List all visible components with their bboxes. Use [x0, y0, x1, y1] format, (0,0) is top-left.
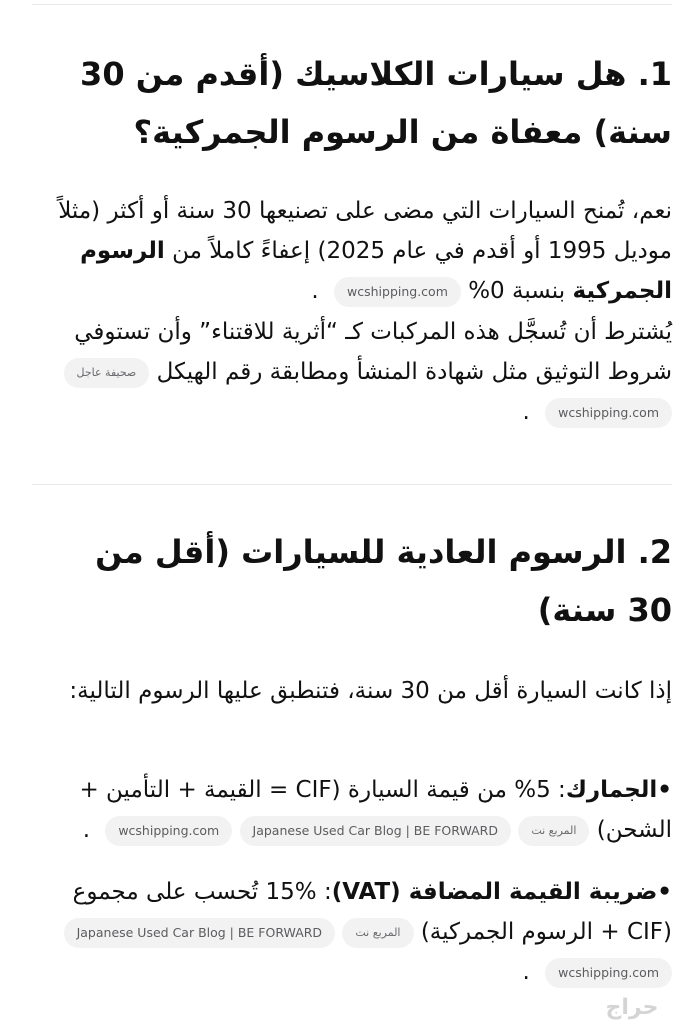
- bullet-label: ضريبة القيمة المضافة (VAT): [331, 879, 658, 905]
- section-divider: [32, 484, 672, 485]
- bullet-dot: •: [657, 879, 672, 905]
- sentence-period: .: [311, 278, 319, 304]
- bullet-item-customs: [36, 770, 672, 850]
- haraj-watermark-logo: [572, 990, 692, 1024]
- bullet-dot: •: [657, 777, 672, 803]
- bullet-text: : 5% من قيمة السيارة (CIF = القيمة + التأمين + الشحن): [79, 777, 672, 843]
- section-1-p1-tail: بنسبة 0%: [468, 278, 573, 304]
- sentence-period: .: [522, 399, 530, 425]
- section-2-intro: إذا كانت السيارة أقل من 30 سنة، فتنطبق عليها الرسوم التالية:: [69, 678, 672, 704]
- top-divider: [32, 4, 672, 5]
- source-chip-ajel[interactable]: صحيفة عاجل: [64, 358, 150, 388]
- bullet-item-vat: [36, 872, 672, 992]
- watermark-lettering: حراج: [605, 995, 659, 1020]
- section-1-heading: 1. هل سيارات الكلاسيك (أقدم من 30 سنة) معفاة من الرسوم الجمركية؟: [80, 55, 672, 151]
- source-chip-wcshipping[interactable]: wcshipping.com: [545, 398, 672, 428]
- section-1-paragraph-1: [36, 191, 672, 311]
- bullet-label: الجمارك: [565, 777, 658, 803]
- section-2-heading: 2. الرسوم العادية للسيارات (أقل من 30 سنة): [95, 533, 672, 629]
- section-1-paragraph-2: [36, 312, 672, 432]
- source-chip-beforward[interactable]: Japanese Used Car Blog | BE FORWARD: [64, 918, 335, 948]
- source-chip-wcshipping[interactable]: wcshipping.com: [105, 816, 232, 846]
- section-1-p1-bold: الرسوم الجمركية: [80, 238, 672, 304]
- section-1-p2-text: يُشترط أن تُسجَّل هذه المركبات كـ “أثرية للاقتناء” وأن تستوفي شروط التوثيق مثل شهادة المنشأ ومطابقة رقم الهيكل: [74, 319, 672, 385]
- section-1-p1-lead: نعم، تُمنح السيارات التي مضى على تصنيعها 30 سنة أو أكثر (مثلاً موديل 1995 أو أقدم في عام 2025) إعفاءً كاملاً من: [58, 198, 672, 264]
- sentence-period: .: [522, 959, 530, 985]
- source-chip-almuraba[interactable]: المربع نت: [342, 918, 413, 948]
- source-chip-almuraba[interactable]: المربع نت: [518, 816, 589, 846]
- source-chip-wcshipping[interactable]: wcshipping.com: [334, 277, 461, 307]
- sentence-period: .: [82, 817, 91, 843]
- source-chip-beforward[interactable]: Japanese Used Car Blog | BE FORWARD: [240, 816, 511, 846]
- bullet-text: : 15% تُحسب على مجموع (CIF + الرسوم الجمركية): [72, 879, 672, 945]
- source-chip-wcshipping[interactable]: wcshipping.com: [545, 958, 672, 988]
